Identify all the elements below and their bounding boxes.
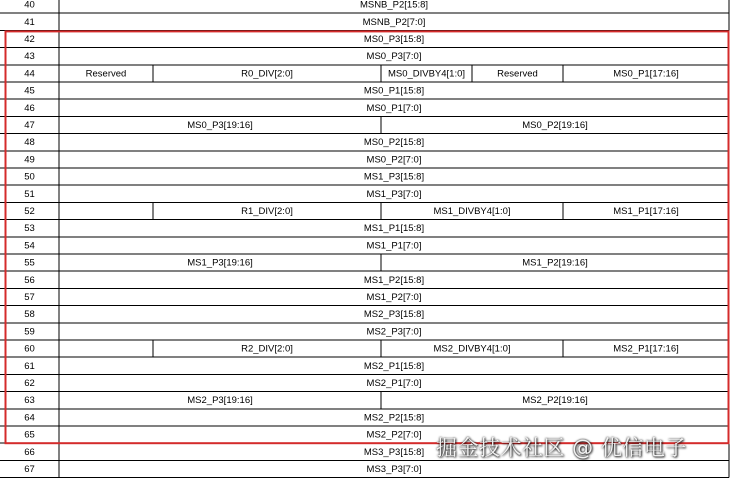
register-field: MS0_P3[15:8] [363, 34, 425, 45]
register-address: 55 [24, 257, 35, 269]
register-field: MS1_P2[19:16] [522, 257, 588, 269]
register-field: MS2_P3[15:8] [363, 309, 425, 321]
register-field: MS2_P3[7:0] [366, 326, 422, 338]
register-field: MS0_P1[7:0] [366, 102, 422, 114]
watermark: 掘金技术社区 @ 优信电子 [436, 436, 687, 460]
register-field: R2_DIV[2:0] [241, 343, 293, 355]
register-address: 44 [24, 68, 35, 80]
register-field: R1_DIV[2:0] [241, 206, 293, 217]
register-field: MS2_P2[19:16] [522, 395, 588, 407]
register-address: 59 [24, 326, 35, 338]
register-field: Reserved [85, 68, 127, 80]
register-field: MS0_P3[19:16] [187, 120, 253, 131]
register-field: Reserved [497, 68, 538, 80]
register-address: 41 [24, 16, 35, 28]
register-field: MS2_DIVBY4[1:0] [433, 343, 511, 355]
register-field: MS3_P3[15:8] [363, 446, 425, 458]
register-address: 40 [24, 0, 35, 11]
register-address: 43 [24, 51, 35, 63]
register-field: R0_DIV[2:0] [241, 68, 293, 80]
register-field: MS0_P1[15:8] [363, 85, 425, 97]
register-field: MS2_P3[19:16] [187, 395, 253, 407]
register-address: 66 [24, 446, 35, 458]
register-address: 42 [24, 34, 35, 45]
register-field: MS0_P2[19:16] [522, 120, 588, 131]
register-field: MS1_P2[7:0] [366, 292, 422, 303]
register-address: 61 [24, 360, 35, 372]
register-field: MS0_P3[7:0] [366, 51, 422, 63]
register-field: MS1_P1[15:8] [363, 223, 425, 235]
register-field: MS1_P3[15:8] [363, 171, 425, 183]
register-field: MS1_DIVBY4[1:0] [433, 206, 511, 217]
register-field: MS0_P2[15:8] [363, 137, 425, 149]
register-field: MS3_P3[7:0] [366, 464, 422, 475]
register-address: 52 [24, 206, 35, 217]
register-address: 58 [24, 309, 35, 321]
register-field: MS2_P1[7:0] [366, 378, 422, 389]
register-address: 50 [24, 171, 35, 183]
register-address: 51 [24, 188, 35, 200]
register-address: 60 [24, 343, 35, 355]
register-field: MS1_P2[15:8] [363, 274, 425, 286]
register-address: 54 [24, 240, 35, 252]
register-address: 48 [24, 137, 35, 149]
register-address: 45 [24, 85, 35, 97]
register-field: MS1_P3[7:0] [366, 188, 422, 200]
register-field: MS0_P1[17:16] [613, 68, 679, 80]
register-address: 47 [24, 120, 35, 131]
register-field: MSNB_P2[7:0] [362, 16, 426, 28]
register-field: MS1_P3[19:16] [187, 257, 253, 269]
register-address: 53 [24, 223, 35, 235]
register-field: MS1_P1[17:16] [613, 206, 679, 217]
register-field: MS2_P1[17:16] [613, 343, 679, 355]
register-address: 57 [24, 292, 35, 303]
register-field: MS2_P1[15:8] [363, 360, 425, 372]
register-address: 67 [24, 464, 35, 475]
register-address: 62 [24, 378, 35, 389]
register-field: MS2_P2[7:0] [366, 429, 422, 441]
register-address: 64 [24, 412, 35, 424]
register-address: 49 [24, 154, 35, 166]
register-field: MS1_P1[7:0] [366, 240, 422, 252]
register-address: 63 [24, 395, 35, 407]
register-field: MS0_DIVBY4[1:0] [387, 68, 466, 80]
register-address: 56 [24, 274, 35, 286]
register-field: MSNB_P2[15:8] [359, 0, 429, 11]
register-address: 65 [24, 429, 35, 441]
register-address: 46 [24, 102, 35, 114]
register-field: MS2_P2[15:8] [363, 412, 425, 424]
register-field: MS0_P2[7:0] [366, 154, 422, 166]
